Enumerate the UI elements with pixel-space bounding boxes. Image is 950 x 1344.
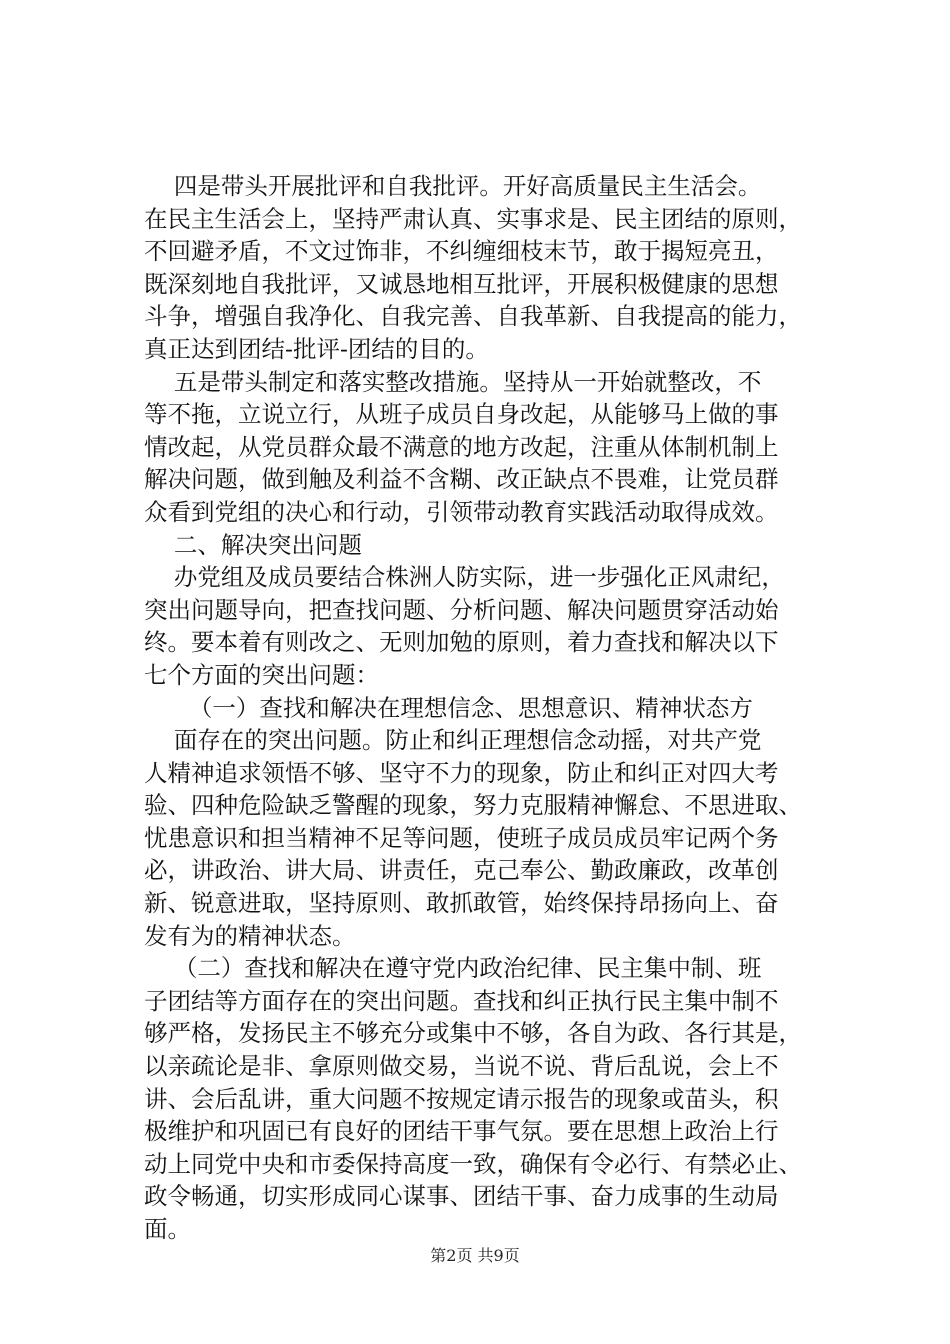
text-line: 动上同党中央和市委保持高度一致，确保有令必行、有禁必止、 — [144, 1149, 802, 1178]
text-line: 子团结等方面存在的突出问题。查找和纠正执行民主集中制不 — [144, 986, 779, 1015]
text-line: 政令畅通，切实形成同心谋事、团结干事、奋力成事的生动局 — [144, 1182, 779, 1211]
text-line: 既深刻地自我批评，又诚恳地相互批评，开展积极健康的思想 — [144, 269, 779, 298]
text-line: 在民主生活会上，坚持严肃认真、实事求是、民主团结的原则， — [144, 204, 802, 233]
text-line: 够严格，发扬民主不够充分或集中不够，各自为政、各行其是， — [144, 1019, 802, 1048]
text-line: 极维护和巩固已有良好的团结干事气氛。要在思想上政治上行 — [144, 1117, 779, 1146]
text-line: 真正达到团结-批评-团结的目的。 — [144, 334, 489, 363]
text-line: 众看到党组的决心和行动，引领带动教育实践活动取得成效。 — [144, 497, 779, 526]
body-text — [144, 170, 836, 1246]
text-line: 面存在的突出问题。防止和纠正理想信念动摇，对共产党 — [144, 726, 762, 755]
text-line: （二）查找和解决在遵守党内政治纪律、民主集中制、班 — [144, 954, 762, 983]
text-line: 终。要本着有则改之、无则加勉的原则，着力查找和解决以下 — [144, 628, 779, 657]
text-line: 必，讲政治、讲大局、讲责任，克己奉公、勤政廉政，改革创 — [144, 856, 779, 885]
text-line: 情改起，从党员群众最不满意的地方改起，注重从体制机制上 — [144, 432, 779, 461]
text-line: 发有为的精神状态。 — [144, 921, 356, 950]
text-line: 新、锐意进取，坚持原则、敢抓敢管，始终保持昂扬向上、奋 — [144, 889, 779, 918]
text-line: 解决问题，做到触及利益不含糊、改正缺点不畏难，让党员群 — [144, 465, 779, 494]
text-line: 面。 — [144, 1215, 191, 1243]
text-line: 忧患意识和担当精神不足等问题，使班子成员成员牢记两个务 — [144, 823, 779, 852]
text-line: 斗争，增强自我净化、自我完善、自我革新、自我提高的能力， — [144, 302, 802, 331]
text-line: 办党组及成员要结合株洲人防实际，进一步强化正风肃纪， — [144, 563, 785, 592]
text-line: 五是带头制定和落实整改措施。坚持从一开始就整改，不 — [144, 367, 762, 396]
text-line: （一）查找和解决在理想信念、思想意识、精神状态方 — [144, 693, 753, 722]
section-heading: 二、解决突出问题 — [144, 530, 362, 559]
text-line: 七个方面的突出问题： — [144, 660, 379, 689]
text-line: 验、四种危险缺乏警醒的现象，努力克服精神懈怠、不思进取、 — [144, 791, 802, 820]
text-line: 突出问题导向，把查找问题、分析问题、解决问题贯穿活动始 — [144, 595, 779, 624]
text-line: 以亲疏论是非、拿原则做交易，当说不说、背后乱说，会上不 — [144, 1052, 779, 1081]
text-line: 人精神追求领悟不够、坚守不力的现象，防止和纠正对四大考 — [144, 758, 779, 787]
text-line: 四是带头开展批评和自我批评。开好高质量民主生活会。 — [144, 172, 762, 200]
page-number-footer: 第2页 共9页 — [430, 1246, 520, 1265]
text-line: 讲、会后乱讲，重大问题不按规定请示报告的现象或苗头，积 — [144, 1084, 779, 1113]
text-line: 不回避矛盾，不文过饰非，不纠缠细枝末节，敢于揭短亮丑， — [144, 237, 779, 266]
text-line: 等不拖，立说立行，从班子成员自身改起，从能够马上做的事 — [144, 400, 779, 429]
